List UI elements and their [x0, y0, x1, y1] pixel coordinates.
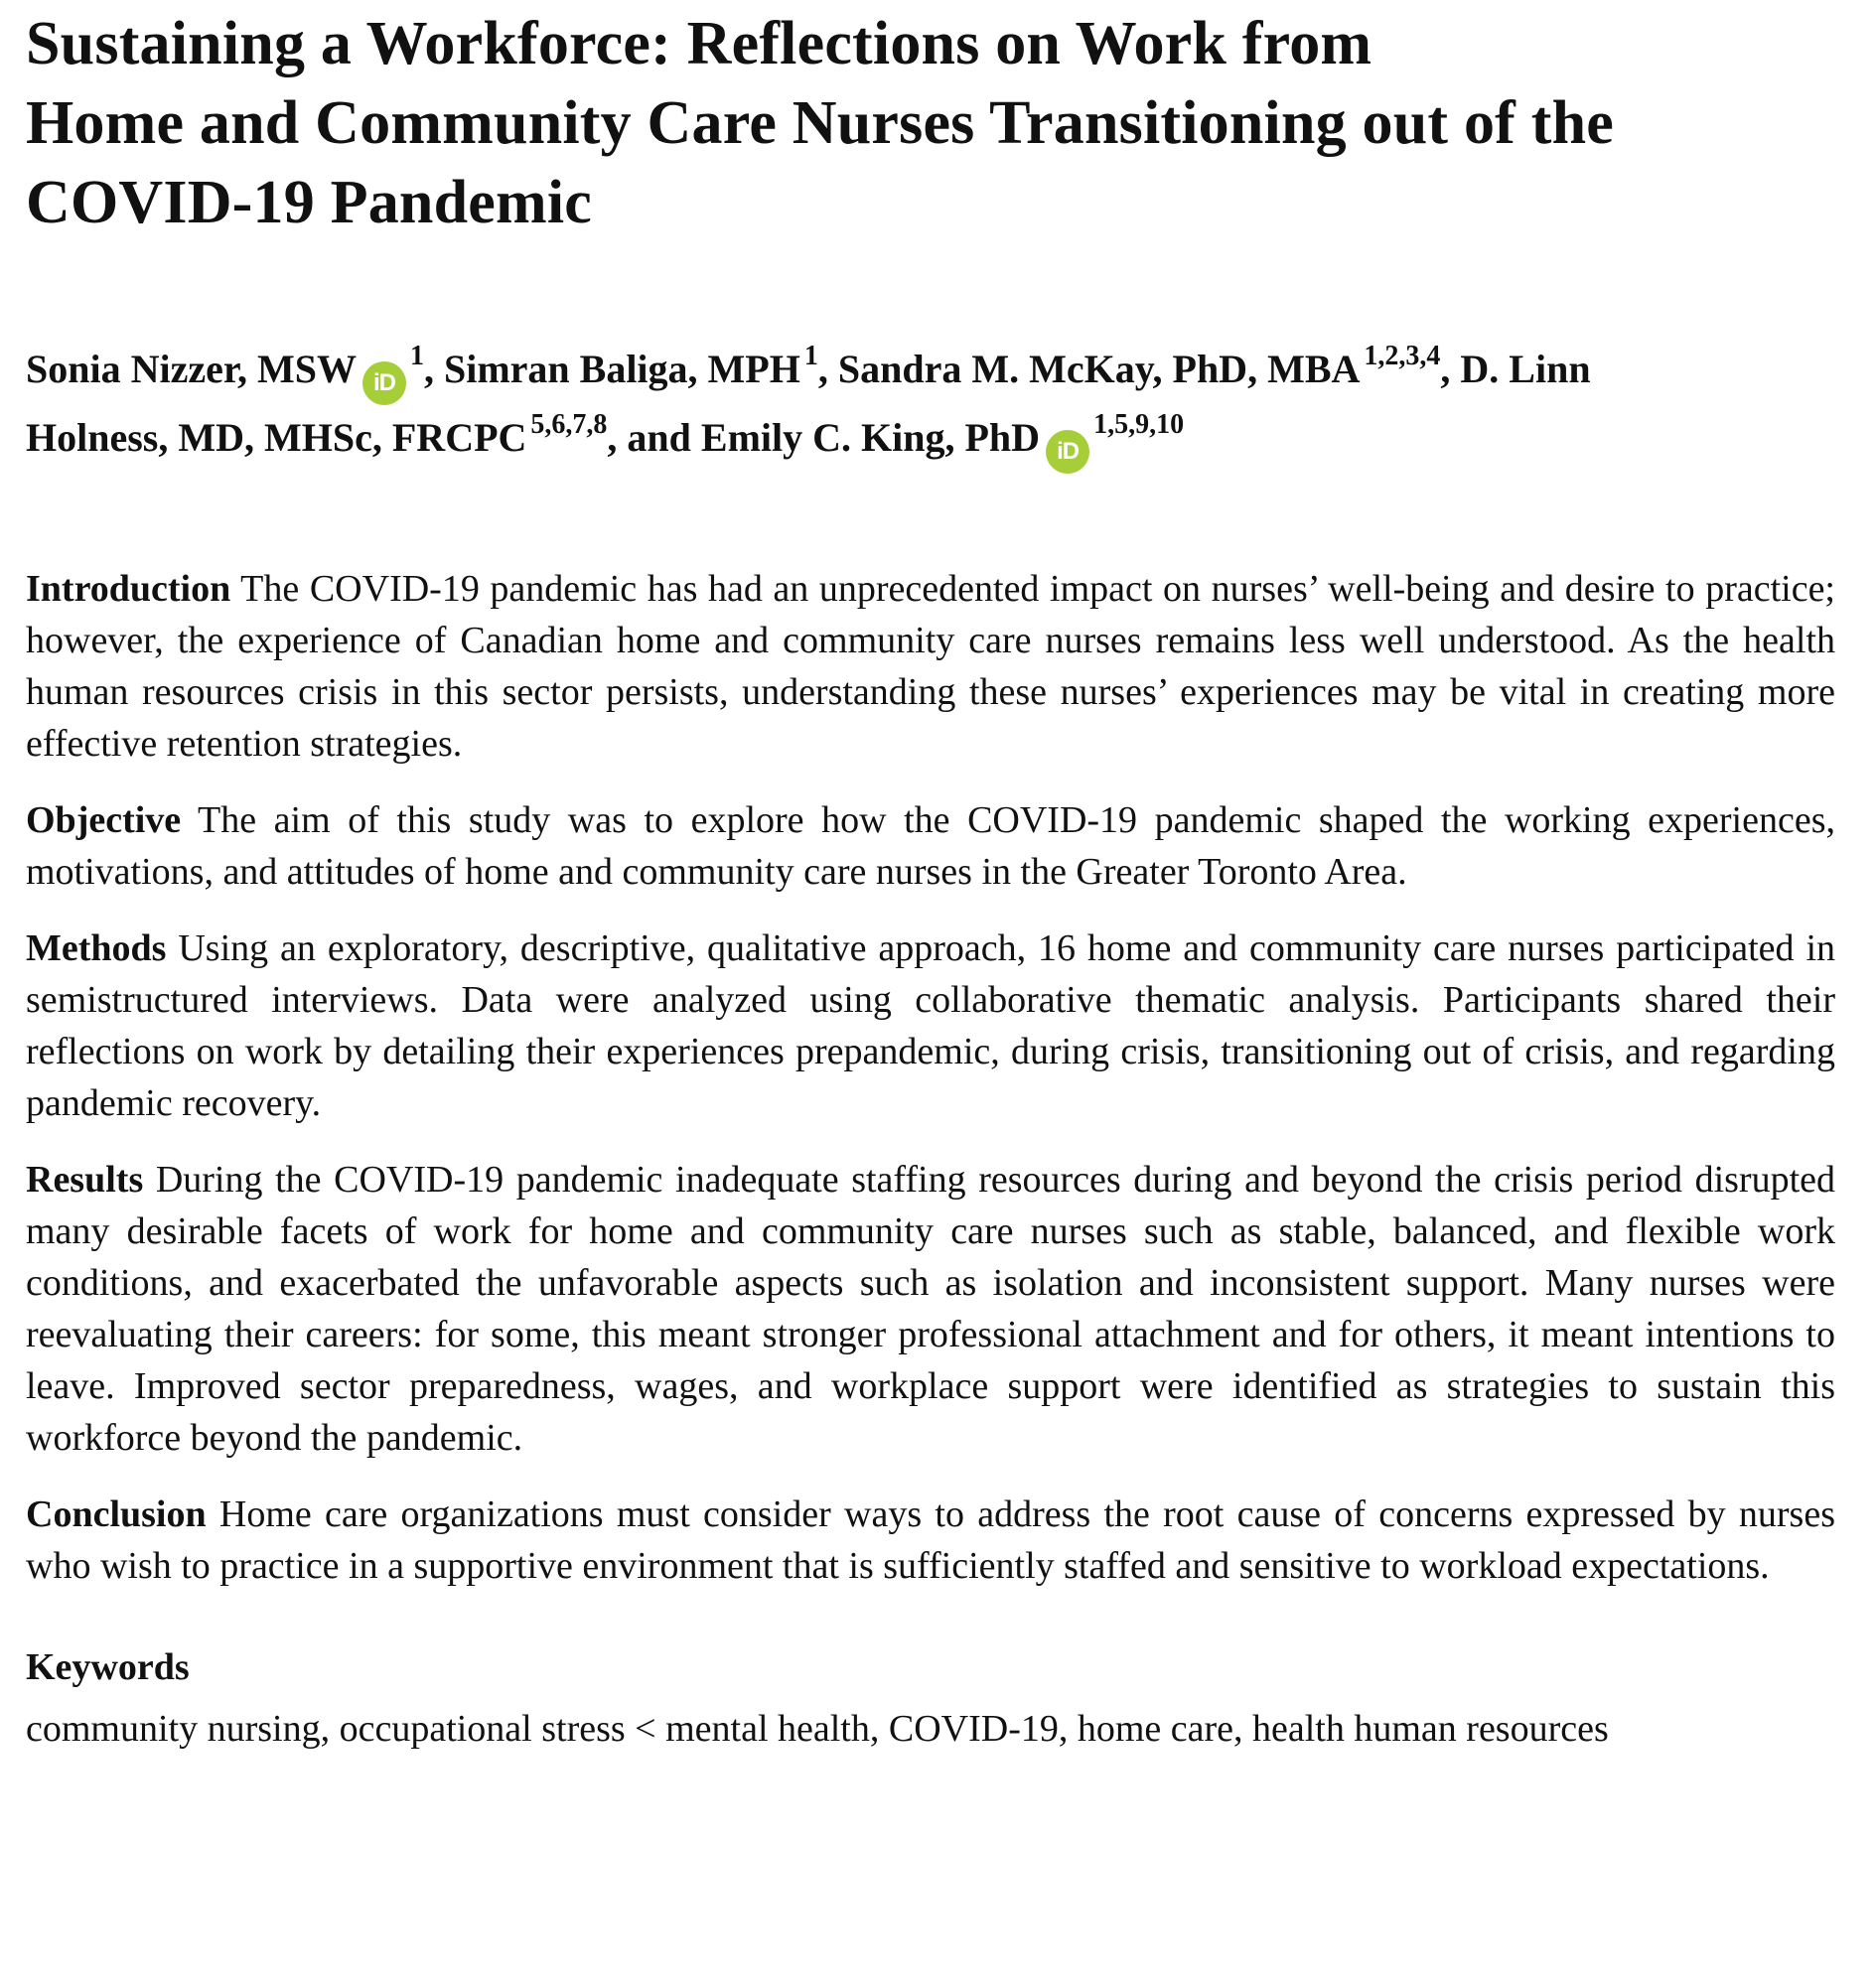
title-line-2: Home and Community Care Nurses Transitioning out of the: [26, 89, 1614, 157]
author-affiliation: 5,6,7,8: [530, 408, 608, 440]
abstract-results: [26, 1154, 1835, 1464]
author-affiliation: 1: [409, 340, 424, 371]
abstract-conclusion: [26, 1489, 1835, 1592]
article-title: [26, 0, 1774, 242]
author-affiliation: 1: [803, 340, 818, 371]
abstract-objective: [26, 794, 1835, 898]
author-name: Holness, MD, MHSc, FRCPC: [26, 415, 527, 460]
author-name: , and Emily C. King, PhD: [607, 415, 1041, 460]
abstract-introduction: [26, 563, 1835, 770]
abstract-methods: [26, 922, 1835, 1129]
section-label: Methods: [26, 927, 167, 969]
section-label: Conclusion: [26, 1493, 207, 1535]
keywords-list: community nursing, occupational stress < mental health, COVID-19, home care, health human resources: [26, 1708, 1609, 1750]
author-name: Sonia Nizzer, MSW: [26, 347, 357, 391]
section-label: Introduction: [26, 568, 231, 610]
title-line-1: Sustaining a Workforce: Reflections on Work from: [26, 10, 1372, 77]
title-line-3: COVID-19 Pandemic: [26, 169, 592, 236]
author-line-1: [26, 337, 1835, 405]
section-label: Objective: [26, 799, 182, 841]
section-text: Using an exploratory, descriptive, qualitative approach, 16 home and community care nurses participated in semistructured interviews. Data were analyzed using collaborative thematic analysis. Participants shared their reflections on work by detailing their experiences prepandemic, during crisis, transitioning out of crisis, and regarding pandemic recovery.: [26, 927, 1835, 1124]
author-line-2: [26, 405, 1835, 474]
author-name: , Simran Baliga, MPH: [423, 347, 800, 391]
author-affiliation: 1,5,9,10: [1093, 408, 1185, 440]
keywords-heading: Keywords: [26, 1646, 190, 1688]
section-text: The COVID-19 pandemic has had an unprecedented impact on nurses’ well-being and desire to practice; however, the experience of Canadian home and community care nurses remains less well understood. As the health human resources crisis in this sector persists, understanding these nurses’ experiences may be vital in creating more effective retention strategies.: [26, 568, 1835, 765]
author-name: , D. Linn: [1440, 347, 1591, 391]
author-affiliation: 1,2,3,4: [1364, 340, 1441, 371]
section-text: Home care organizations must consider ways to address the root cause of concerns expressed by nurses who wish to practice in a supportive environment that is sufficiently staffed and sensitive to workload expectations.: [26, 1493, 1835, 1587]
orcid-icon[interactable]: iD: [1046, 430, 1089, 474]
abstract: [26, 563, 1835, 1592]
author-name: , Sandra M. McKay, PhD, MBA: [817, 347, 1361, 391]
author-list: [26, 337, 1835, 474]
section-text: The aim of this study was to explore how the COVID-19 pandemic shaped the working experiences, motivations, and attitudes of home and community care nurses in the Greater Toronto Area.: [26, 799, 1835, 893]
section-text: During the COVID-19 pandemic inadequate staffing resources during and beyond the crisis period disrupted many desirable facets of work for home and community care nurses such as stable, balanced, and flexible work conditions, and exacerbated the unfavorable aspects such as isolation and inconsistent support. Many nurses were reevaluating their careers: for some, this meant stronger professional attachment and for others, it meant intentions to leave. Improved sector preparedness, wages, and workplace support were identified as strategies to sustain this workforce beyond the pandemic.: [26, 1159, 1835, 1459]
article-page: [26, 0, 1835, 1759]
section-label: Results: [26, 1159, 144, 1201]
orcid-icon[interactable]: iD: [362, 361, 406, 405]
